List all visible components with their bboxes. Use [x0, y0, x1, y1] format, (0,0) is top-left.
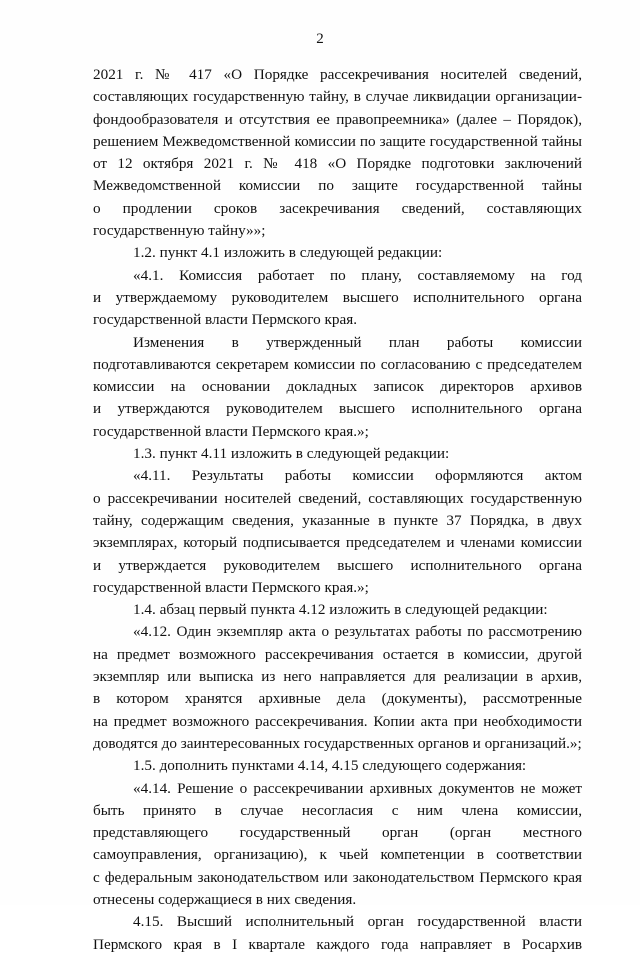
text-line: и утверждаются руководителем высшего исполнительного органа	[93, 400, 582, 418]
text-line: «4.11. Результаты работы комиссии оформляются актом	[133, 467, 582, 485]
text-line: экземплярах, который подписывается председателем и членами комиссии	[93, 534, 582, 552]
document-body	[93, 64, 582, 956]
page-number: 2	[316, 31, 324, 47]
text-line: 2021 г. № 417 «О Порядке рассекречивания носителей сведений,	[93, 66, 582, 83]
text-line: фондообразователя и отсутствия ее правопреемника» (далее – Порядок),	[93, 110, 582, 128]
text-line: быть принято в случае несогласия с ним члена комиссии,	[93, 801, 582, 819]
text-line: о рассекречивании носителей сведений, составляющих государственную	[93, 489, 582, 507]
text-line: 1.2. пункт 4.1 изложить в следующей редакции:	[133, 244, 443, 262]
text-line: и утверждается руководителем высшего исполнительного органа	[93, 556, 582, 574]
text-line: государственную тайну»»;	[93, 222, 266, 240]
text-line: Пермского края в I квартале каждого года направляет в Росархив	[93, 935, 582, 953]
text-line: комиссии на основании докладных записок директоров архивов	[93, 378, 582, 396]
text-line: Изменения в утвержденный план работы комиссии	[133, 333, 582, 351]
text-line: с федеральным законодательством или законодательством Пермского края	[93, 868, 582, 886]
text-line: экземпляр или выписка из него направляется для реализации в архив,	[93, 668, 582, 686]
text-line: «4.14. Решение о рассекречивании архивных документов не может	[133, 779, 582, 797]
text-line: и утверждаемому руководителем высшего исполнительного органа	[93, 288, 582, 306]
text-line: отнесены содержащиеся в них сведения.	[93, 890, 357, 908]
text-line: от 12 октября 2021 г. № 418 «О Порядке подготовки заключений	[93, 155, 582, 173]
text-line: государственной власти Пермского края.»;	[93, 578, 369, 596]
text-line: государственной власти Пермского края.	[93, 311, 357, 329]
text-line: 4.15. Высший исполнительный орган государственной власти	[133, 913, 582, 931]
text-line: о продлении сроков засекречивания сведений, составляющих	[93, 199, 582, 217]
text-line: самоуправления, организацию), к чьей компетенции в соответствии	[93, 846, 582, 864]
text-line: тайну, содержащим сведения, указанные в пункте 37 Порядка, в двух	[93, 511, 582, 529]
text-line: представляющего государственный орган (орган местного	[93, 824, 582, 842]
text-line: составляющих государственную тайну, в случае ликвидации организации-	[93, 88, 582, 106]
text-line: 1.4. абзац первый пункта 4.12 изложить в следующей редакции:	[133, 601, 548, 619]
text-line: на предмет возможного рассекречивания. Копии акта при необходимости	[93, 712, 582, 730]
text-line: решением Межведомственной комиссии по защите государственной тайны	[93, 132, 582, 150]
text-line: подготавливаются секретарем комиссии по согласованию с председателем	[93, 355, 582, 373]
text-line: на предмет возможного рассекречивания остается в комиссии, другой	[93, 645, 582, 663]
text-line: 1.5. дополнить пунктами 4.14, 4.15 следующего содержания:	[133, 757, 527, 775]
text-line: 1.3. пункт 4.11 изложить в следующей редакции:	[133, 445, 450, 463]
text-line: в котором хранятся архивные дела (документы), рассмотренные	[93, 690, 582, 708]
text-line: доводятся до заинтересованных государственных органов и организаций.»;	[93, 734, 582, 752]
text-line: «4.1. Комиссия работает по плану, составляемому на год	[133, 266, 582, 284]
text-line: «4.12. Один экземпляр акта о результатах работы по рассмотрению	[133, 623, 582, 641]
text-line: государственной власти Пермского края.»;	[93, 422, 369, 440]
text-line: Межведомственной комиссии по защите государственной тайны	[93, 177, 582, 195]
